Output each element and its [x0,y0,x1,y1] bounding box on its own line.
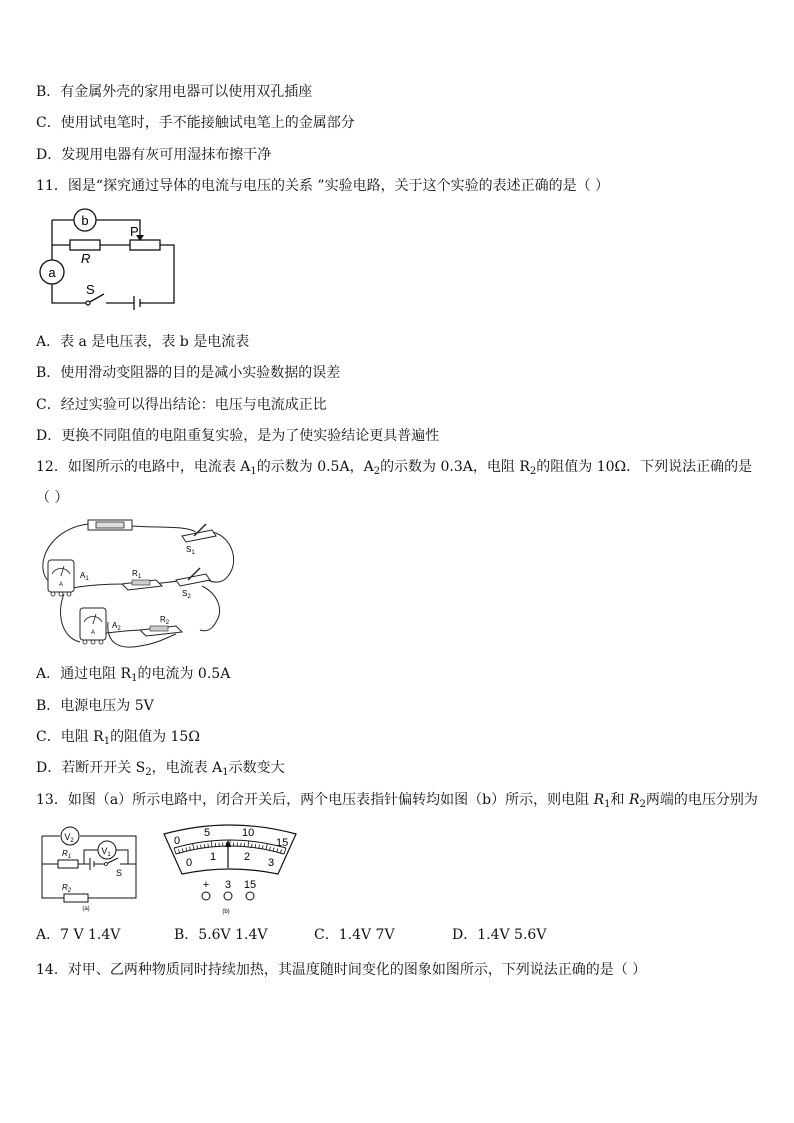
q11-option-b: B．使用滑动变阻器的目的是减小实验数据的误差 [36,365,341,381]
svg-text:R2: $R_2$ [62,883,72,894]
meter-a-label: a [48,265,56,280]
slider-label: P [130,224,139,239]
q12-stem-end: （ ） [36,490,69,506]
svg-text:10: 10 [242,827,255,839]
q11-option-a: A．表 a 是电压表，表 b 是电流表 [36,334,250,350]
resistor-label: R [81,251,91,266]
q10-option-b: B．有金属外壳的家用电器可以使用双孔插座 [36,84,313,100]
q13-stem: 13．如图（a）所示电路中，闭合开关后，两个电压表指针偏转均如图（b）所示，则电阻 $R_1$和 $R_2$两端的电压分别为 [36,792,758,810]
q12-option-d: D．若断开开关 $S_2$，电流表 $A_1$示数变大 [36,760,285,778]
s1-label: $S_1$ [186,545,195,556]
svg-text:(a): (a) [82,906,90,912]
svg-text:0: 0 [186,857,193,869]
q12-stem: 12．如图所示的电路中，电流表 $A_1$的示数为 0.5A，$A_2$的示数为 0.3A，电阻 $R_2$的阻值为 10Ω．下列说法正确的是 [36,459,753,477]
svg-text:2: 2 [244,851,251,863]
meter-b-label: b [81,213,89,228]
q13-option-c: C．1.4V 7V [314,927,395,943]
svg-text:S: S [116,868,123,878]
q10-option-c: C．使用试电笔时，手不能接触试电笔上的金属部分 [36,115,355,131]
switch-label: S [86,282,95,297]
r2-label: $R_2$ [160,615,170,626]
q10-option-d: D．发现用电器有灰可用湿抹布擦干净 [36,147,272,163]
dial-tick [255,844,256,848]
q14-stem: 14．对甲、乙两种物质同时持续加热，其温度随时间变化的图象如图所示，下列说法正确的是（ ） [36,962,647,978]
q12-option-b: B．电源电压为 5V [36,698,154,714]
q11-option-d: D．更换不同阻值的电阻重复实验，是为了使实验结论更具普遍性 [36,428,440,444]
svg-text:3: 3 [224,879,232,891]
svg-text:V1: $V_1$ [101,846,111,858]
svg-text:+: + [202,879,210,891]
q13-circuit-diagram-a [36,820,146,912]
q11-stem: 11．图是“探究通过导体的电流与电压的关系 ”实验电路，关于这个实验的表述正确的是（ ） [36,178,610,194]
q11-option-c: C．经过实验可以得出结论：电压与电流成正比 [36,397,327,413]
svg-text:3: 3 [268,857,275,869]
s2-label: $S_2$ [182,589,191,600]
svg-text:A: A [58,582,64,588]
q12-circuit-picture [36,514,246,654]
a1-label: $A_1$ [80,571,89,582]
svg-text:15: 15 [243,879,257,891]
svg-text:(b): (b) [222,909,230,915]
q13-options [36,926,546,944]
a2-label: $A_2$ [112,621,121,632]
q13-option-b: B．5.6V 1.4V [174,927,268,943]
q11-circuit-diagram [36,208,186,310]
svg-text:A: A [90,630,96,636]
svg-text:1: 1 [210,851,217,863]
svg-text:R1: $R_1$ [62,849,72,860]
q13-option-a: A．7 V 1.4V [36,927,121,943]
svg-text:15: 15 [276,837,289,849]
svg-text:0: 0 [174,835,181,847]
q13-voltmeter-dial-b [160,820,300,916]
svg-text:5: 5 [204,827,211,839]
q13-option-d: D．1.4V 5.6V [452,927,547,943]
q12-option-a: A．通过电阻 $R_1$的电流为 0.5A [36,666,231,684]
dial-tick [204,844,205,848]
r1-label: $R_1$ [132,569,142,580]
svg-text:V2: $V_2$ [64,832,74,844]
q12-option-c: C．电阻 $R_1$的阻值为 15Ω [36,729,200,747]
